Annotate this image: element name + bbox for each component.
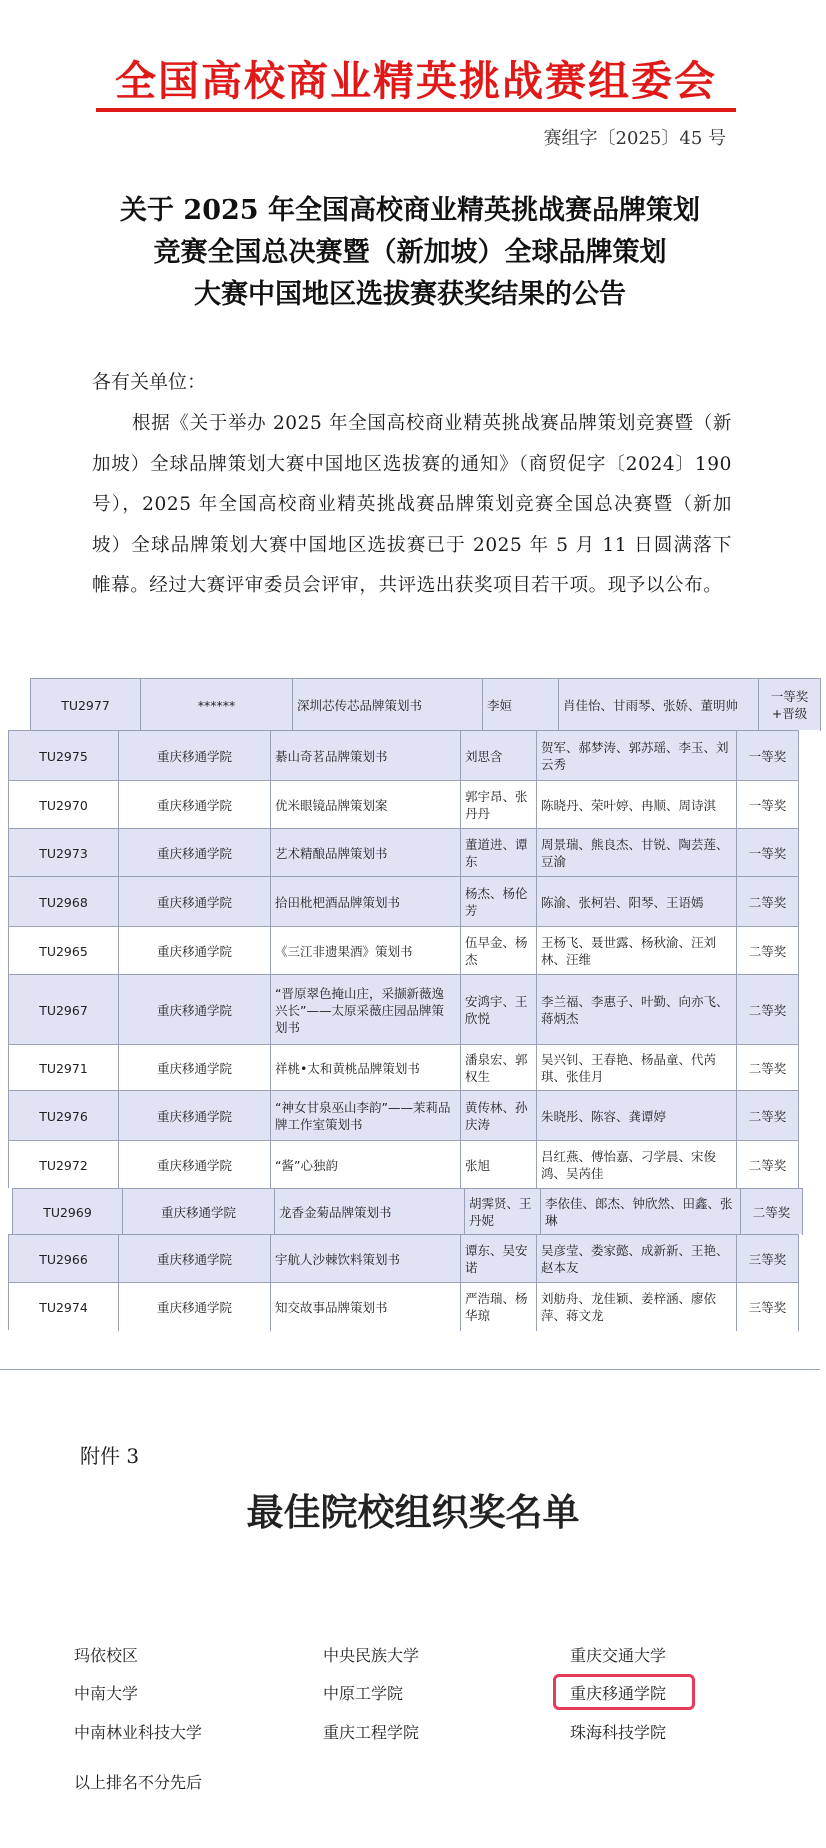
org-title: 全国高校商业精英挑战赛组委会 [115, 57, 717, 105]
cell-advisor: 谭东、吴安诺 [461, 1235, 537, 1283]
cell-school: 重庆移通学院 [119, 1141, 271, 1189]
highlight-box [553, 1674, 695, 1710]
cell-id: TU2977 [31, 679, 141, 731]
cell-award: 二等奖 [741, 1189, 803, 1235]
cell-project: 綦山奇茗品牌策划书 [271, 731, 461, 781]
cell-school: 重庆移通学院 [119, 927, 271, 975]
cell-id: TU2966 [9, 1235, 119, 1283]
table-row [8, 1234, 799, 1282]
cell-award: 二等奖 [737, 1045, 799, 1091]
cell-members: 周景瑞、熊良杰、甘锐、陶芸莲、豆渝 [537, 829, 737, 877]
table-row [8, 876, 799, 926]
cell-id: TU2973 [9, 829, 119, 877]
cell-award: 一等奖 [737, 829, 799, 877]
table-row [8, 828, 799, 876]
cell-advisor: 黄传林、孙庆涛 [461, 1091, 537, 1141]
cell-project: 拾田枇杷酒品牌策划书 [271, 877, 461, 927]
cell-id: TU2972 [9, 1141, 119, 1189]
cell-members: 朱晓彤、陈容、龚谭婷 [537, 1091, 737, 1141]
cell-advisor: 李姮 [483, 679, 559, 731]
awards-table [0, 678, 826, 1380]
table-bottom-border [0, 1369, 820, 1370]
cell-id: TU2974 [9, 1283, 119, 1331]
table-row [8, 974, 799, 1044]
cell-id: TU2965 [9, 927, 119, 975]
cell-id: TU2975 [9, 731, 119, 781]
cell-advisor: 潘泉宏、郭权生 [461, 1045, 537, 1091]
notice-title [60, 190, 760, 316]
school-name: 中央民族大学 [323, 1646, 420, 1665]
cell-id: TU2969 [13, 1189, 123, 1235]
cell-school: 重庆移通学院 [119, 877, 271, 927]
table-row [8, 1140, 799, 1188]
cell-members: 肖佳怡、甘雨琴、张娇、董明帅 [559, 679, 759, 731]
table-row [8, 1282, 799, 1330]
cell-members: 王杨飞、聂世露、杨秋渝、汪刘林、汪维 [537, 927, 737, 975]
cell-school: 重庆移通学院 [119, 829, 271, 877]
table-row [8, 926, 799, 974]
table-row [8, 1090, 799, 1140]
table-row [8, 730, 799, 780]
cell-id: TU2976 [9, 1091, 119, 1141]
cell-award: 二等奖 [737, 975, 799, 1045]
footnote: 以上排名不分先后 [74, 1773, 203, 1792]
school-name: 中原工学院 [323, 1684, 404, 1703]
cell-members: 陈晓丹、荣叶婷、冉顺、周诗淇 [537, 781, 737, 829]
cell-members: 李依佳、郎杰、钟欣然、田鑫、张琳 [541, 1189, 741, 1235]
cell-award: 二等奖 [737, 1091, 799, 1141]
school-name-highlighted: 重庆移通学院 [570, 1684, 667, 1703]
cell-award: 三等奖 [737, 1235, 799, 1283]
cell-award: 三等奖 [737, 1283, 799, 1331]
cell-id: TU2968 [9, 877, 119, 927]
school-name: 中南林业科技大学 [74, 1723, 203, 1742]
cell-id: TU2967 [9, 975, 119, 1045]
attachment-label: 附件 3 [80, 1444, 140, 1468]
cell-members: 贺军、郝梦涛、郭苏瑶、李玉、刘云秀 [537, 731, 737, 781]
school-name: 重庆交通大学 [570, 1646, 667, 1665]
cell-school: 重庆移通学院 [119, 975, 271, 1045]
cell-advisor: 胡霁贤、王丹妮 [465, 1189, 541, 1235]
notice-title-line-3: 大赛中国地区选拔赛获奖结果的公告 [194, 279, 626, 310]
cell-members: 吴兴钊、王春艳、杨晶童、代芮琪、张佳月 [537, 1045, 737, 1091]
school-name: 中南大学 [74, 1684, 139, 1703]
cell-school: 重庆移通学院 [119, 731, 271, 781]
cell-members: 刘舫舟、龙佳颖、姜梓涵、廖依萍、蒋文龙 [537, 1283, 737, 1331]
cell-award: 一等奖+晋级 [759, 679, 821, 731]
cell-members: 吕红燕、傅怡嘉、刁学晨、宋俊鸿、吴芮佳 [537, 1141, 737, 1189]
cell-project: 《三江非遗果酒》策划书 [271, 927, 461, 975]
attachment-title: 最佳院校组织奖名单 [246, 1490, 580, 1534]
cell-project: “酱”心独韵 [271, 1141, 461, 1189]
cell-advisor: 伍早金、杨杰 [461, 927, 537, 975]
cell-advisor: 严浩瑞、杨华琼 [461, 1283, 537, 1331]
cell-school: 重庆移通学院 [119, 1091, 271, 1141]
notice-title-line-1: 关于 2025 年全国高校商业精英挑战赛品牌策划 [120, 195, 700, 226]
cell-advisor: 杨杰、杨伦芳 [461, 877, 537, 927]
cell-award: 二等奖 [737, 927, 799, 975]
cell-school: 重庆移通学院 [119, 781, 271, 829]
school-name: 重庆工程学院 [323, 1723, 420, 1742]
school-name: 珠海科技学院 [570, 1723, 667, 1742]
cell-school: 重庆移通学院 [123, 1189, 275, 1235]
cell-project: “神女甘泉巫山李韵”——茉莉品牌工作室策划书 [271, 1091, 461, 1141]
cell-id: TU2970 [9, 781, 119, 829]
cell-advisor: 安鸿宇、王欣悦 [461, 975, 537, 1045]
cell-project: “晋原翠色掩山庄，采撷新薇逸兴长”——太原采薇庄园品牌策划书 [271, 975, 461, 1045]
cell-project: 优米眼镜品牌策划案 [271, 781, 461, 829]
notice-title-line-2: 竞赛全国总决赛暨（新加坡）全球品牌策划 [153, 237, 667, 268]
cell-id: TU2971 [9, 1045, 119, 1091]
cell-advisor: 刘思含 [461, 731, 537, 781]
cell-members: 陈渝、张柯岩、阳琴、王语嫣 [537, 877, 737, 927]
cell-project: 祥桃•太和黄桃品牌策划书 [271, 1045, 461, 1091]
cell-project: 龙香金菊品牌策划书 [275, 1189, 465, 1235]
notice-body: 根据《关于举办 2025 年全国高校商业精英挑战赛品牌策划竞赛暨（新加坡）全球品牌策划大赛中国地区选拔赛的通知》（商贸促字〔2024〕190 号），2025 年全国高校商业精英挑战赛品牌策划竞赛全国总决赛暨（新加坡）全球品牌策划大赛中国地区选拔赛已于 2025 年 5 月 11 日圆满落下帷幕。经过大赛评审委员会评审，共评选出获奖项目若干项。现予以公布。 [92, 413, 732, 596]
table-row [12, 1188, 803, 1234]
cell-project: 知交故事品牌策划书 [271, 1283, 461, 1331]
school-name: 玛依校区 [74, 1646, 139, 1665]
cell-advisor: 董道进、谭东 [461, 829, 537, 877]
cell-advisor: 郭宇昂、张丹丹 [461, 781, 537, 829]
cell-school: 重庆移通学院 [119, 1283, 271, 1331]
cell-school: 重庆移通学院 [119, 1045, 271, 1091]
document-number: 赛组字〔2025〕45 号 [543, 128, 726, 149]
cell-members: 吴彦莹、娄家懿、成新新、王艳、赵本友 [537, 1235, 737, 1283]
cell-award: 二等奖 [737, 877, 799, 927]
cell-members: 李兰福、李惠子、叶勤、向亦飞、蒋炳杰 [537, 975, 737, 1045]
cell-award: 一等奖 [737, 731, 799, 781]
table-row [8, 1044, 799, 1090]
cell-project: 宇航人沙棘饮料策划书 [271, 1235, 461, 1283]
table-row [8, 780, 799, 828]
cell-advisor: 张旭 [461, 1141, 537, 1189]
header-red-rule [96, 108, 736, 112]
greeting: 各有关单位： [92, 371, 207, 393]
cell-project: 艺术精酿品牌策划书 [271, 829, 461, 877]
table-row [30, 678, 821, 730]
cell-award: 二等奖 [737, 1141, 799, 1189]
cell-school: 重庆移通学院 [119, 1235, 271, 1283]
cell-award: 一等奖 [737, 781, 799, 829]
cell-project: 深圳芯传芯品牌策划书 [293, 679, 483, 731]
cell-school: ****** [141, 679, 293, 731]
